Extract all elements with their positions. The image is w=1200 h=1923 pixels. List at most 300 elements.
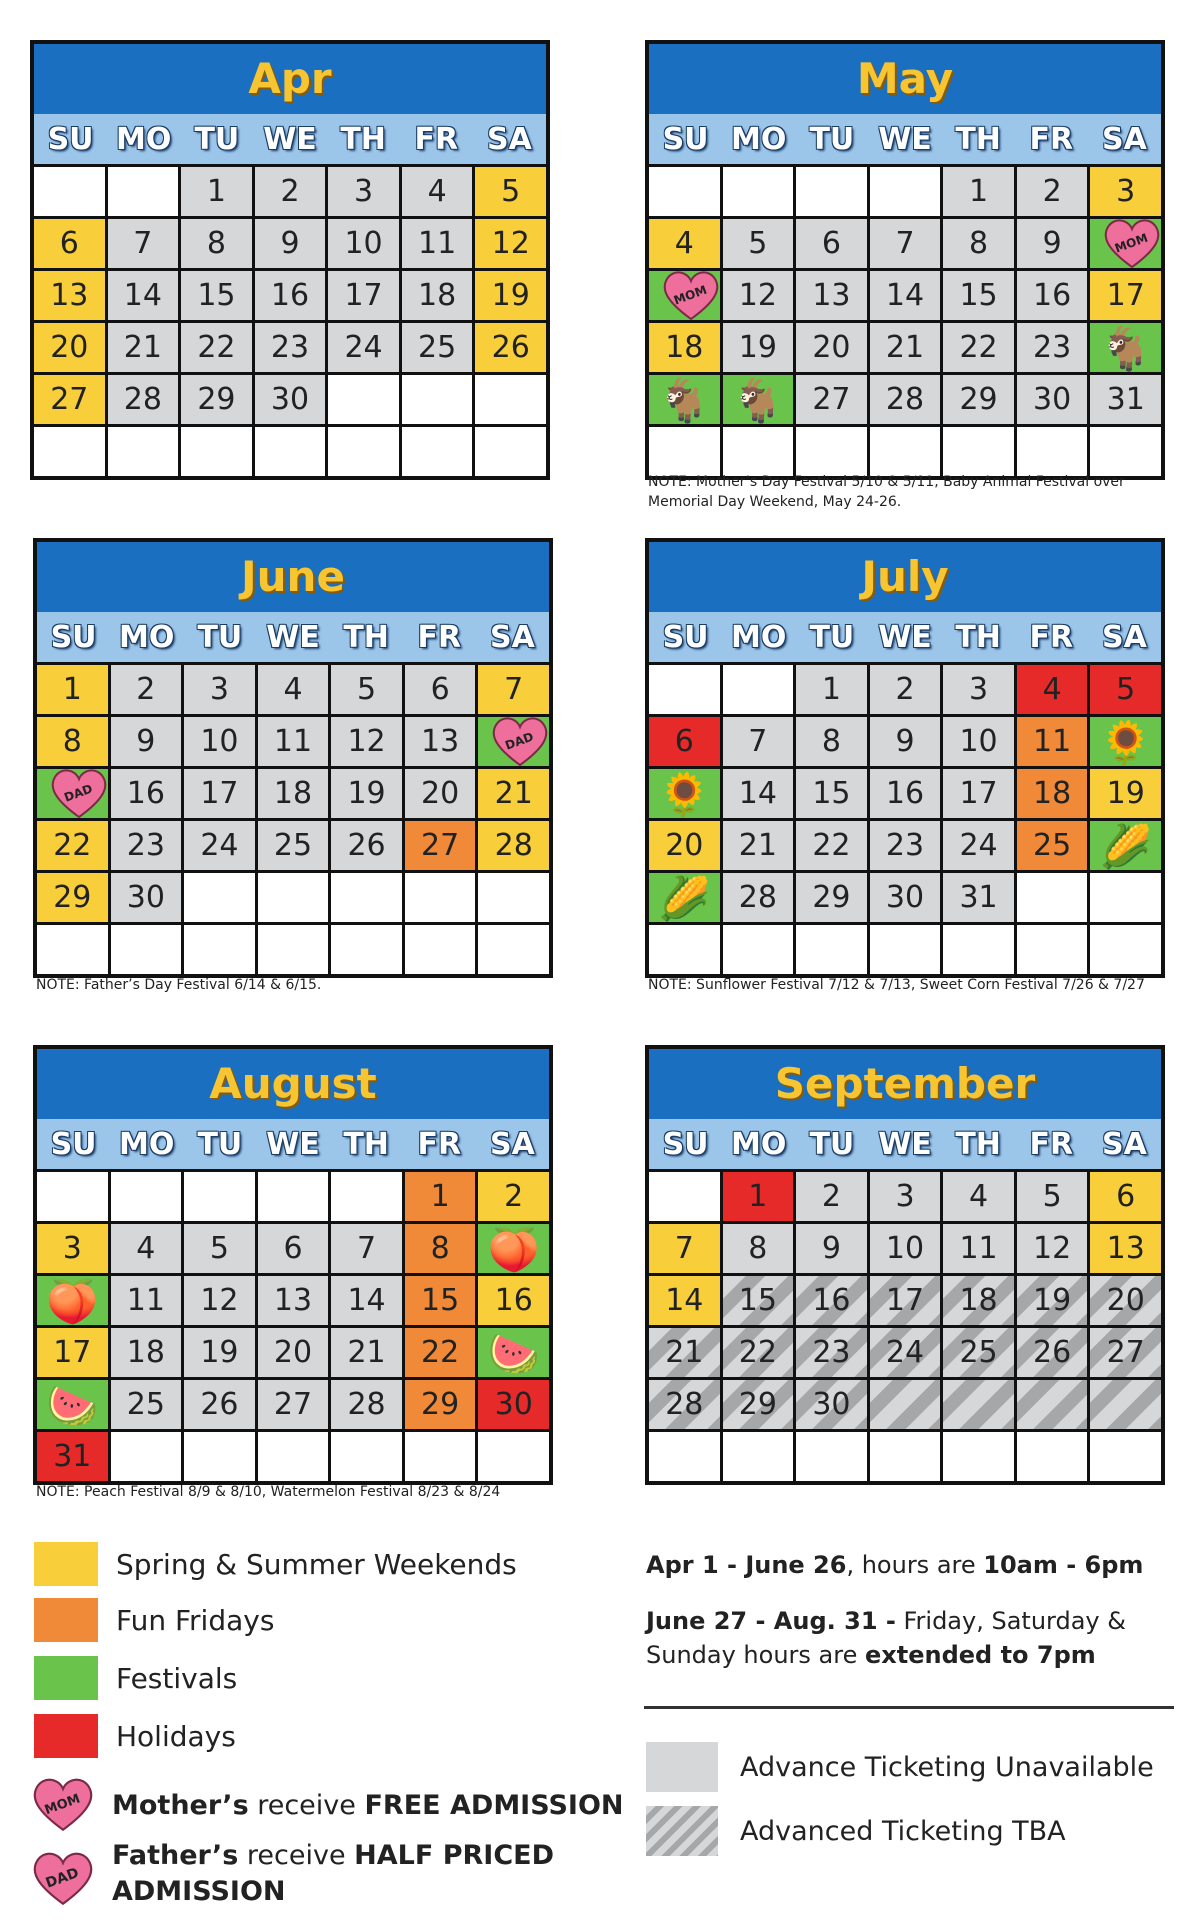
day-number: 18 [418, 278, 457, 313]
empty-day-cell [723, 167, 794, 216]
day-number: 1 [206, 174, 226, 209]
day-cell [1017, 271, 1088, 320]
day-number: 16 [494, 1283, 533, 1318]
day-number: 30 [270, 382, 310, 417]
day-number: 2 [1042, 174, 1062, 209]
day-cell [649, 1224, 720, 1273]
day-cell [478, 665, 549, 714]
day-number: 12 [1033, 1231, 1072, 1266]
july-day-grid [649, 662, 1161, 974]
day-number: 9 [821, 1231, 841, 1266]
day-cell [108, 375, 179, 424]
day-number: 26 [1033, 1335, 1072, 1370]
day-number: 28 [738, 880, 777, 915]
sunflower-icon: 🌻 [1099, 717, 1152, 766]
mothers-strong: Mother’s [112, 1789, 249, 1821]
day-cell [870, 1276, 941, 1325]
day-number: 28 [347, 1387, 386, 1422]
empty-day-cell [328, 375, 399, 424]
hours-summer-time: extended to 7pm [864, 1641, 1096, 1669]
sep-day-grid [649, 1169, 1161, 1481]
empty-day-cell [184, 1432, 255, 1481]
day-cell [402, 219, 473, 268]
day-number: 1 [62, 672, 82, 707]
day-cell [1017, 323, 1088, 372]
day-cell [255, 167, 326, 216]
day-cell [649, 769, 720, 818]
weekday-label: MO [119, 1127, 175, 1162]
svg-text:MOM: MOM [42, 1791, 83, 1819]
weekday-label: TU [197, 620, 243, 655]
day-number: 14 [123, 278, 162, 313]
may-title: May [649, 44, 1161, 114]
empty-day-cell [723, 427, 794, 476]
day-number: 30 [885, 880, 925, 915]
day-number: 19 [491, 278, 530, 313]
day-cell [796, 1380, 867, 1429]
day-number: 29 [812, 880, 851, 915]
day-number: 11 [1033, 724, 1072, 759]
holiday-swatch [34, 1714, 98, 1758]
legend-weekends [34, 1542, 517, 1586]
day-number: 25 [273, 828, 313, 863]
day-cell [37, 717, 108, 766]
day-number: 13 [421, 724, 460, 759]
day-number: 23 [126, 828, 165, 863]
day-cell [184, 1328, 255, 1377]
day-cell [943, 271, 1014, 320]
day-cell [796, 219, 867, 268]
weekday-label: MO [116, 122, 172, 157]
day-number: 29 [197, 382, 236, 417]
day-number: 7 [133, 226, 153, 261]
day-number: 10 [200, 724, 239, 759]
empty-day-cell [111, 1172, 182, 1221]
day-number: 12 [491, 226, 530, 261]
apr-calendar [30, 40, 550, 480]
day-cell [796, 665, 867, 714]
empty-day-cell [34, 427, 105, 476]
day-cell [405, 1380, 476, 1429]
empty-day-cell [943, 427, 1014, 476]
empty-day-cell [258, 1432, 329, 1481]
day-cell [111, 717, 182, 766]
empty-day-cell [1090, 427, 1161, 476]
day-cell [1090, 1380, 1161, 1429]
day-cell [723, 271, 794, 320]
day-cell [258, 821, 329, 870]
legend-weekends-label: Spring & Summer Weekends [116, 1547, 517, 1581]
unavailable-swatch [646, 1742, 718, 1792]
day-number: 15 [812, 776, 851, 811]
day-cell [649, 271, 720, 320]
day-number: 29 [738, 1387, 777, 1422]
day-number: 4 [969, 1179, 989, 1214]
day-cell [331, 821, 402, 870]
day-cell [258, 1328, 329, 1377]
day-number: 7 [357, 1231, 377, 1266]
empty-day-cell [181, 427, 252, 476]
empty-day-cell [475, 427, 546, 476]
empty-day-cell [1017, 427, 1088, 476]
weekday-label: SU [662, 620, 709, 655]
day-number: 6 [283, 1231, 303, 1266]
day-cell [405, 1172, 476, 1221]
day-number: 29 [53, 880, 92, 915]
day-cell [1090, 821, 1161, 870]
empty-day-cell [796, 167, 867, 216]
day-number: 12 [347, 724, 386, 759]
day-cell [943, 1328, 1014, 1377]
empty-day-cell [184, 1172, 255, 1221]
day-cell [870, 1380, 941, 1429]
empty-day-cell [649, 1432, 720, 1481]
hours-summer-mid: Friday, Saturday & Sunday hours are [646, 1607, 1126, 1669]
day-number: 22 [738, 1335, 777, 1370]
day-number: 17 [53, 1335, 92, 1370]
empty-day-cell [475, 375, 546, 424]
day-cell [181, 219, 252, 268]
day-cell [255, 323, 326, 372]
day-cell [1090, 219, 1161, 268]
empty-day-cell [1017, 873, 1088, 922]
day-cell [478, 717, 549, 766]
day-number: 11 [959, 1231, 998, 1266]
day-cell [405, 821, 476, 870]
day-number: 30 [812, 1387, 851, 1422]
day-cell [184, 665, 255, 714]
day-number: 15 [959, 278, 998, 313]
mom-heart-icon [30, 1776, 96, 1834]
day-number: 22 [53, 828, 92, 863]
day-cell [943, 1276, 1014, 1325]
day-cell [870, 219, 941, 268]
svg-text:DAD: DAD [503, 729, 536, 753]
day-cell [649, 717, 720, 766]
day-cell [405, 717, 476, 766]
day-number: 21 [885, 330, 925, 365]
day-cell [796, 1224, 867, 1273]
fun-swatch [34, 1598, 98, 1642]
empty-day-cell [870, 427, 941, 476]
day-cell [405, 1328, 476, 1377]
day-number: 8 [821, 724, 841, 759]
empty-day-cell [331, 1172, 402, 1221]
sep-calendar [645, 1045, 1165, 1485]
day-cell [1090, 1172, 1161, 1221]
empty-day-cell [649, 665, 720, 714]
day-number: 12 [738, 278, 777, 313]
day-cell [723, 323, 794, 372]
empty-day-cell [943, 1432, 1014, 1481]
day-cell [1017, 665, 1088, 714]
weekday-label: MO [119, 620, 175, 655]
empty-day-cell [1017, 1432, 1088, 1481]
svg-text:DAD: DAD [43, 1865, 82, 1892]
day-number: 1 [969, 174, 989, 209]
day-number: 5 [1116, 672, 1136, 707]
day-number: 21 [665, 1335, 704, 1370]
day-cell [943, 219, 1014, 268]
day-cell [181, 323, 252, 372]
empty-day-cell [649, 167, 720, 216]
day-number: 8 [430, 1231, 450, 1266]
day-number: 9 [895, 724, 915, 759]
day-cell [331, 1224, 402, 1273]
weekday-label: TU [197, 1127, 243, 1162]
day-cell [723, 1328, 794, 1377]
weekday-label: TH [955, 122, 1001, 157]
day-cell [649, 219, 720, 268]
day-number: 3 [1116, 174, 1136, 209]
day-number: 17 [200, 776, 239, 811]
day-cell [475, 323, 546, 372]
day-cell [37, 1224, 108, 1273]
weekday-label: WE [878, 122, 932, 157]
day-number: 5 [209, 1231, 229, 1266]
day-number: 21 [347, 1335, 386, 1370]
day-cell [111, 873, 182, 922]
day-cell [870, 323, 941, 372]
day-cell [943, 375, 1014, 424]
day-cell [723, 1276, 794, 1325]
fathers-strong: Father’s [112, 1840, 239, 1871]
day-cell [723, 769, 794, 818]
day-number: 16 [885, 776, 925, 811]
day-number: 25 [126, 1387, 165, 1422]
day-cell [34, 323, 105, 372]
day-cell [37, 1432, 108, 1481]
day-cell [796, 271, 867, 320]
day-number: 13 [50, 278, 89, 313]
weekday-label: WE [878, 1127, 932, 1162]
day-number: 18 [273, 776, 313, 811]
weekday-label: FR [1029, 1127, 1074, 1162]
day-cell [184, 1224, 255, 1273]
mothers-free: FREE ADMISSION [364, 1789, 624, 1821]
day-cell [184, 1380, 255, 1429]
day-cell [796, 769, 867, 818]
weekday-label: TU [809, 1127, 855, 1162]
empty-day-cell [108, 427, 179, 476]
day-cell [1090, 1328, 1161, 1377]
day-cell [723, 1224, 794, 1273]
day-number: 14 [665, 1283, 704, 1318]
day-cell [649, 1380, 720, 1429]
day-number: 28 [885, 382, 925, 417]
day-cell [111, 1328, 182, 1377]
day-number: 13 [1106, 1231, 1145, 1266]
day-cell [1090, 1224, 1161, 1273]
july-calendar [645, 538, 1165, 978]
day-number: 22 [812, 828, 851, 863]
day-cell [943, 821, 1014, 870]
weekday-label: TH [343, 620, 389, 655]
day-cell [1017, 167, 1088, 216]
day-cell [181, 375, 252, 424]
day-number: 2 [821, 1179, 841, 1214]
day-number: 1 [748, 1179, 768, 1214]
legend-fun [34, 1598, 274, 1642]
day-number: 10 [959, 724, 998, 759]
sep-title: September [649, 1049, 1161, 1119]
day-cell [258, 665, 329, 714]
day-number: 20 [812, 330, 851, 365]
day-cell [331, 665, 402, 714]
weekday-label: MO [731, 1127, 787, 1162]
weekday-label: FR [417, 620, 462, 655]
empty-day-cell [331, 1432, 402, 1481]
day-cell [478, 1172, 549, 1221]
day-number: 8 [748, 1231, 768, 1266]
day-cell [1090, 717, 1161, 766]
empty-day-cell [870, 925, 941, 974]
day-cell [943, 665, 1014, 714]
weekday-label: TH [340, 122, 386, 157]
day-number: 19 [738, 330, 777, 365]
weekday-label: FR [417, 1127, 462, 1162]
day-cell [111, 821, 182, 870]
day-cell [34, 271, 105, 320]
day-cell [870, 375, 941, 424]
empty-day-cell [649, 427, 720, 476]
day-number: 30 [126, 880, 165, 915]
day-number: 4 [1042, 672, 1062, 707]
empty-day-cell [111, 1432, 182, 1481]
empty-day-cell [1090, 1432, 1161, 1481]
day-cell [943, 323, 1014, 372]
empty-day-cell [402, 427, 473, 476]
weekday-label: TU [194, 122, 240, 157]
day-number: 4 [427, 174, 447, 209]
weekday-label: SA [1102, 620, 1147, 655]
day-number: 12 [200, 1283, 239, 1318]
day-cell [870, 1224, 941, 1273]
day-number: 5 [501, 174, 521, 209]
day-number: 20 [273, 1335, 313, 1370]
day-cell [255, 271, 326, 320]
day-number: 18 [665, 330, 704, 365]
day-cell [796, 1172, 867, 1221]
day-cell [402, 167, 473, 216]
day-number: 21 [738, 828, 777, 863]
hours-spring [646, 1548, 1200, 1582]
day-cell [37, 665, 108, 714]
day-number: 23 [1033, 330, 1072, 365]
june-title: June [37, 542, 549, 612]
dad-heart-icon [30, 1850, 96, 1908]
day-cell [478, 1380, 549, 1429]
melon-icon: 🍉 [46, 1380, 99, 1429]
empty-day-cell [184, 873, 255, 922]
empty-day-cell [37, 925, 108, 974]
empty-day-cell [870, 1432, 941, 1481]
day-cell [405, 769, 476, 818]
day-cell [723, 375, 794, 424]
sunflower-icon: 🌻 [658, 769, 711, 818]
day-cell [943, 717, 1014, 766]
weekday-label: SU [50, 1127, 97, 1162]
svg-text:MOM: MOM [1113, 230, 1151, 256]
day-number: 31 [53, 1439, 92, 1474]
apr-title: Apr [34, 44, 546, 114]
empty-day-cell [723, 1432, 794, 1481]
aug-day-grid [37, 1169, 549, 1481]
day-cell [1017, 717, 1088, 766]
empty-day-cell [402, 375, 473, 424]
day-cell [37, 1380, 108, 1429]
day-number: 5 [748, 226, 768, 261]
day-cell [796, 375, 867, 424]
day-cell [649, 1276, 720, 1325]
goat-icon: 🐐 [658, 375, 711, 424]
empty-day-cell [723, 665, 794, 714]
day-cell [943, 1224, 1014, 1273]
melon-icon: 🍉 [487, 1328, 540, 1377]
empty-day-cell [796, 925, 867, 974]
weekday-label: TH [343, 1127, 389, 1162]
weekday-label: WE [266, 1127, 320, 1162]
day-cell [870, 873, 941, 922]
day-number: 8 [969, 226, 989, 261]
mom-heart-icon [1102, 219, 1161, 268]
day-number: 17 [1106, 278, 1145, 313]
day-cell [328, 167, 399, 216]
day-number: 14 [885, 278, 925, 313]
fathers-half: HALF PRICED ADMISSION [112, 1840, 554, 1907]
day-number: 27 [50, 382, 89, 417]
june-weekday-header [37, 612, 549, 662]
day-number: 27 [273, 1387, 313, 1422]
day-cell [796, 1328, 867, 1377]
day-number: 4 [136, 1231, 156, 1266]
day-number: 15 [197, 278, 236, 313]
day-number: 8 [206, 226, 226, 261]
day-cell [1090, 323, 1161, 372]
day-number: 23 [885, 828, 925, 863]
tba-swatch [646, 1806, 718, 1856]
day-number: 23 [812, 1335, 851, 1370]
day-number: 19 [1033, 1283, 1072, 1318]
apr-weekday-header [34, 114, 546, 164]
peach-icon: 🍑 [46, 1276, 99, 1325]
empty-day-cell [258, 925, 329, 974]
day-number: 26 [200, 1387, 239, 1422]
day-number: 8 [62, 724, 82, 759]
day-cell [181, 271, 252, 320]
day-cell [796, 323, 867, 372]
day-cell [1090, 665, 1161, 714]
weekday-label: TU [809, 122, 855, 157]
hours-spring-mid: , hours are [846, 1551, 984, 1579]
day-number: 7 [504, 672, 524, 707]
day-number: 28 [494, 828, 533, 863]
day-cell [258, 1380, 329, 1429]
day-number: 18 [1033, 776, 1072, 811]
empty-day-cell [478, 873, 549, 922]
empty-day-cell [331, 873, 402, 922]
day-cell [796, 821, 867, 870]
day-number: 15 [421, 1283, 460, 1318]
day-number: 31 [1106, 382, 1145, 417]
dad-heart-icon [49, 769, 108, 818]
day-cell [258, 769, 329, 818]
day-number: 29 [959, 382, 998, 417]
day-cell [331, 769, 402, 818]
weekday-label: SU [50, 620, 97, 655]
festival-swatch [34, 1656, 98, 1700]
weekday-label: TH [955, 1127, 1001, 1162]
